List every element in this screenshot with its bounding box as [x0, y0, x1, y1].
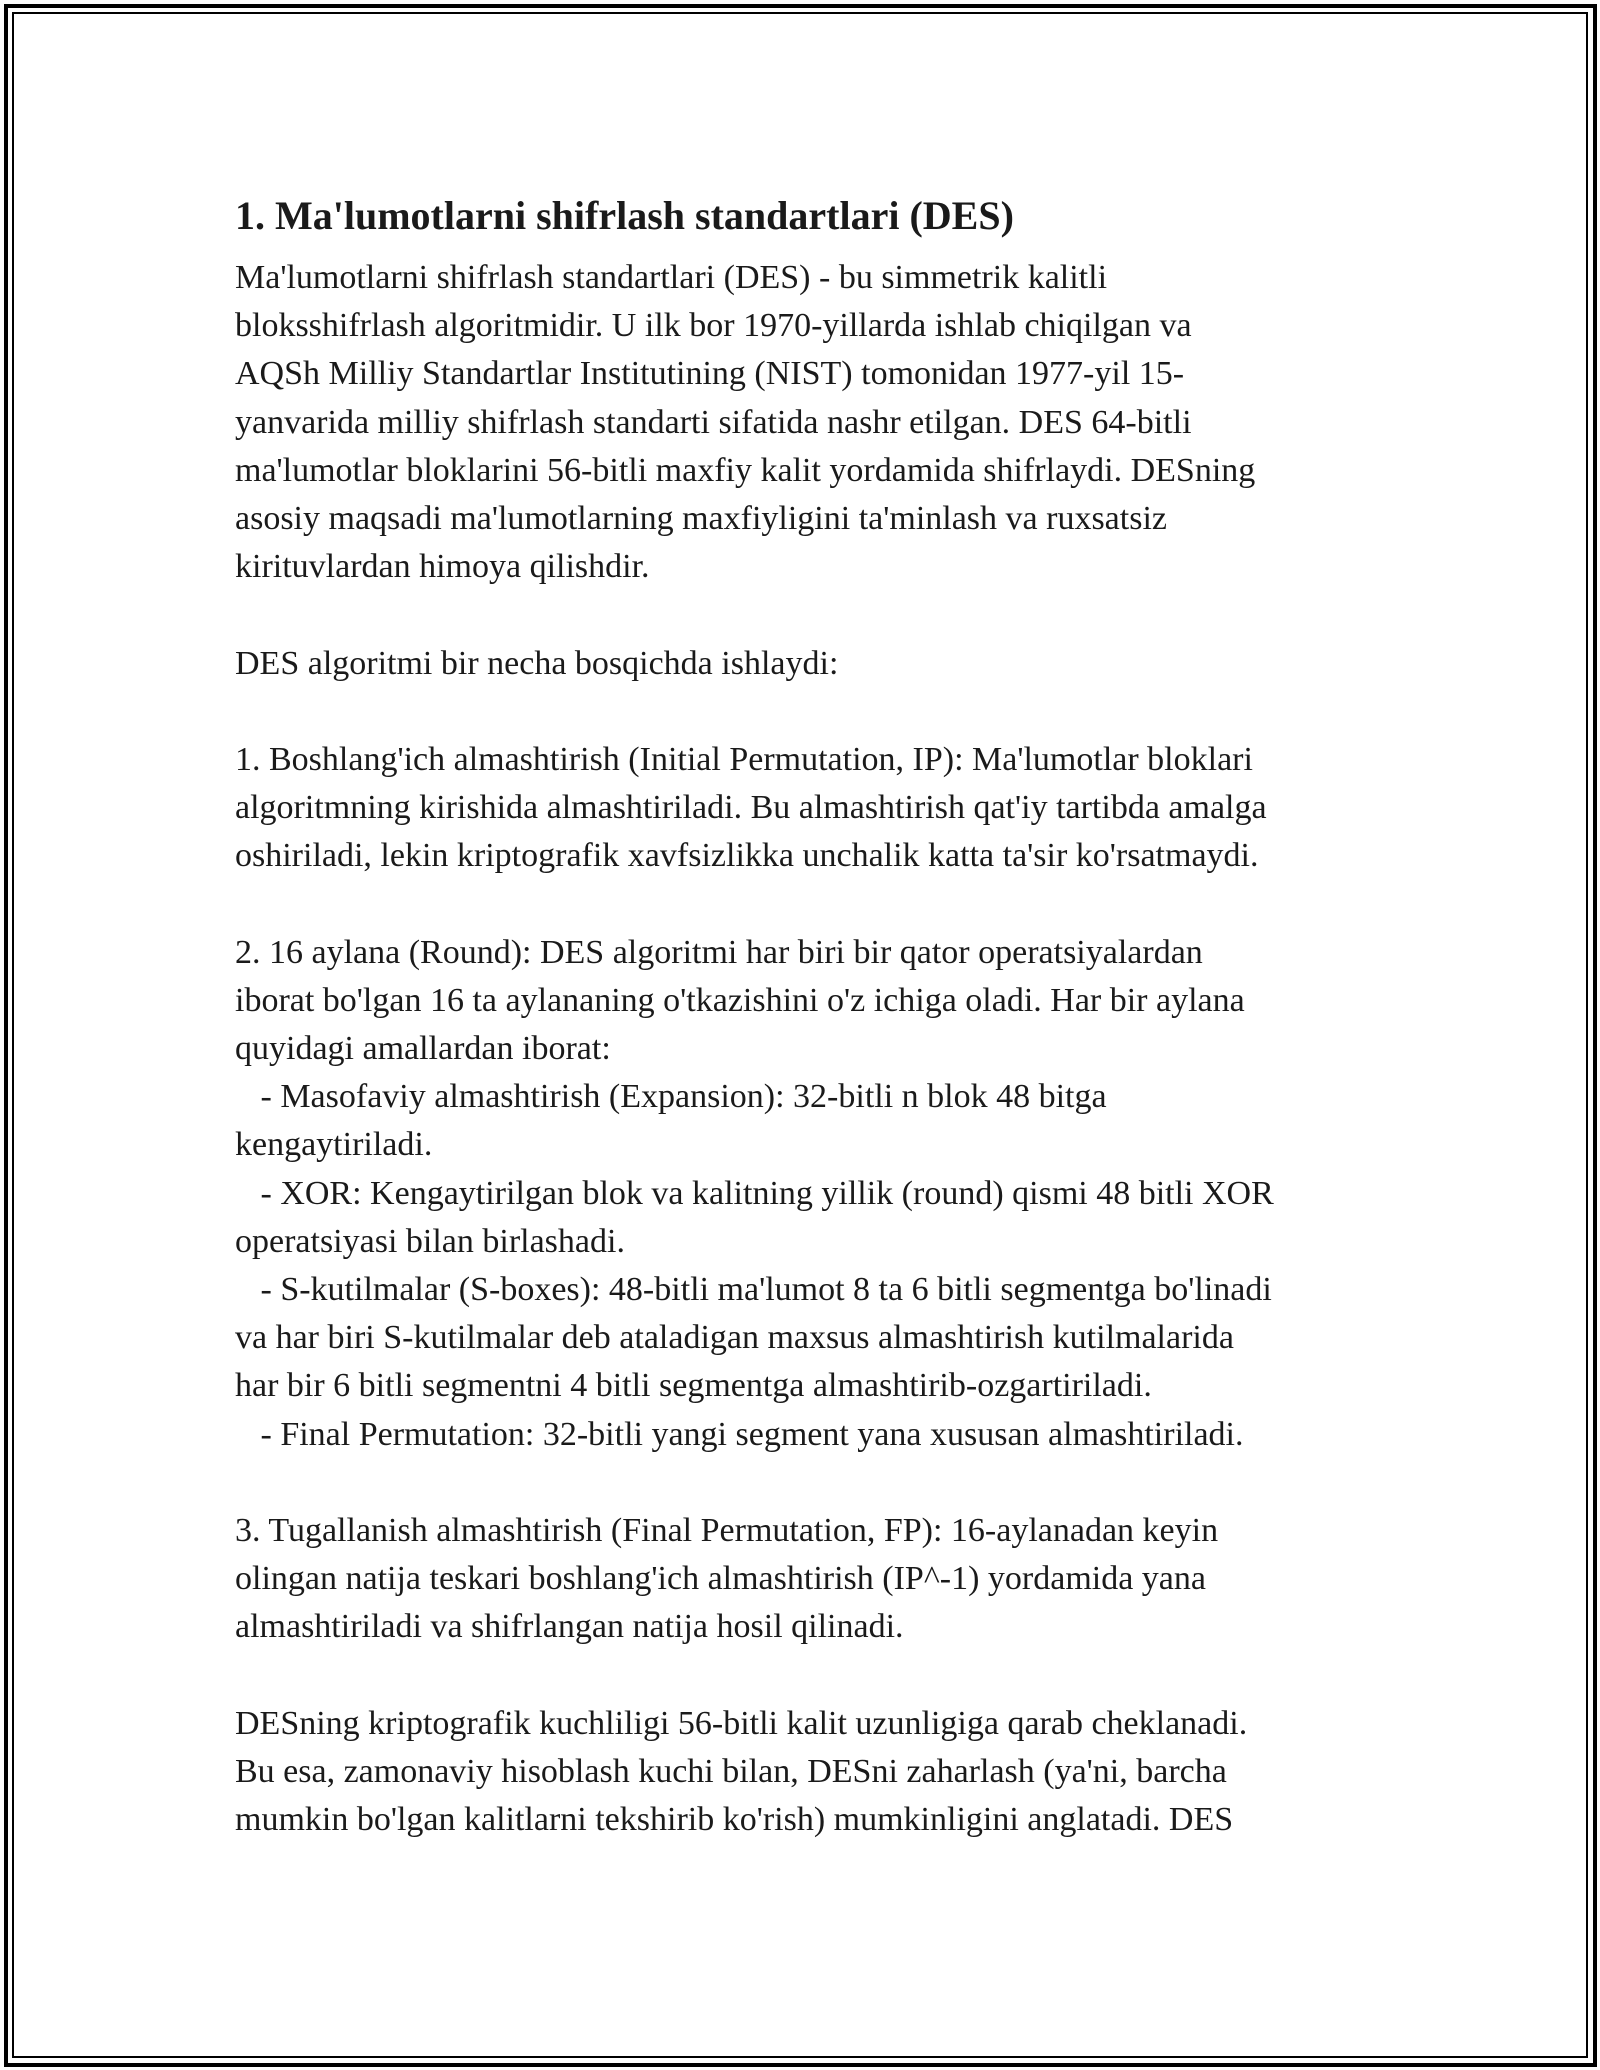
text-line: 3. Tugallanish almashtirish (Final Permutation, FP): 16-aylanadan keyin: [235, 1511, 1219, 1549]
text-line: va har biri S-kutilmalar deb ataladigan maxsus almashtirish kutilmalarida: [235, 1319, 1234, 1357]
text-line: yanvarida milliy shifrlash standarti sifatida nashr etilgan. DES 64-bitli: [235, 403, 1192, 441]
paragraph-spacer: [235, 1651, 1385, 1699]
text-line: - Final Permutation: 32-bitli yangi segment yana xususan almashtiriladi.: [235, 1415, 1244, 1453]
text-line: almashtiriladi va shifrlangan natija hosil qilinadi.: [235, 1608, 904, 1646]
text-line: bloksshifrlash algoritmidir. U ilk bor 1970-yillarda ishlab chiqilgan va: [235, 307, 1192, 345]
text-line: oshiriladi, lekin kriptografik xavfsizlikka unchalik katta ta'sir ko'rsatmaydi.: [235, 837, 1259, 875]
paragraph-spacer: [235, 1459, 1385, 1507]
paragraph-spacer: [235, 591, 1385, 639]
text-line: ma'lumotlar bloklarini 56-bitli maxfiy kalit yordamida shifrlaydi. DESning: [235, 451, 1256, 489]
text-line: 2. 16 aylana (Round): DES algoritmi har biri bir qator operatsiyalardan: [235, 933, 1203, 971]
document-page: [235, 180, 1385, 1844]
text-line: algoritmning kirishida almashtiriladi. Bu almashtirish qat'iy tartibda amalga: [235, 789, 1267, 827]
paragraph-spacer: [235, 688, 1385, 736]
text-line: 1. Boshlang'ich almashtirish (Initial Permutation, IP): Ma'lumotlar bloklari: [235, 740, 1253, 778]
text-line: DES algoritmi bir necha bosqichda ishlaydi:: [235, 644, 839, 682]
text-line: Ma'lumotlarni shifrlash standartlari (DES) - bu simmetrik kalitli: [235, 259, 1108, 296]
text-line: asosiy maqsadi ma'lumotlarning maxfiyligini ta'minlash va ruxsatsiz: [235, 499, 1167, 537]
paragraph-spacer: [235, 880, 1385, 928]
document-title: 1. Ma'lumotlarni shifrlash standartlari (DES): [235, 193, 1014, 238]
text-line: operatsiyasi bilan birlashadi.: [235, 1222, 625, 1260]
text-line: iborat bo'lgan 16 ta aylananing o'tkazishini o'z ichiga oladi. Har bir aylana: [235, 981, 1245, 1019]
text-line: har bir 6 bitli segmentni 4 bitli segmentga almashtirib-ozgartiriladi.: [235, 1367, 1152, 1405]
text-line: kirituvlardan himoya qilishdir.: [235, 548, 650, 586]
text-line: kengaytiriladi.: [235, 1126, 433, 1164]
text-line: quyidagi amallardan iborat:: [235, 1030, 611, 1067]
text-line: - XOR: Kengaytirilgan blok va kalitning yillik (round) qismi 48 bitli XOR: [235, 1174, 1274, 1212]
text-line: olingan natija teskari boshlang'ich almashtirish (IP^-1) yordamida yana: [235, 1560, 1206, 1598]
text-line: AQSh Milliy Standartlar Institutining (NIST) tomonidan 1977-yil 15-: [235, 355, 1185, 393]
text-line: DESning kriptografik kuchliligi 56-bitli kalit uzunligiga qarab cheklanadi.: [235, 1704, 1248, 1742]
document-body: [235, 254, 1385, 1844]
text-line: Bu esa, zamonaviy hisoblash kuchi bilan, DESni zaharlash (ya'ni, barcha: [235, 1752, 1227, 1790]
text-line: mumkin bo'lgan kalitlarni tekshirib ko'rish) mumkinligini anglatadi. DES: [235, 1801, 1234, 1838]
text-line: - S-kutilmalar (S-boxes): 48-bitli ma'lumot 8 ta 6 bitli segmentga bo'linadi: [235, 1270, 1272, 1308]
text-line: - Masofaviy almashtirish (Expansion): 32-bitli n blok 48 bitga: [235, 1078, 1107, 1116]
